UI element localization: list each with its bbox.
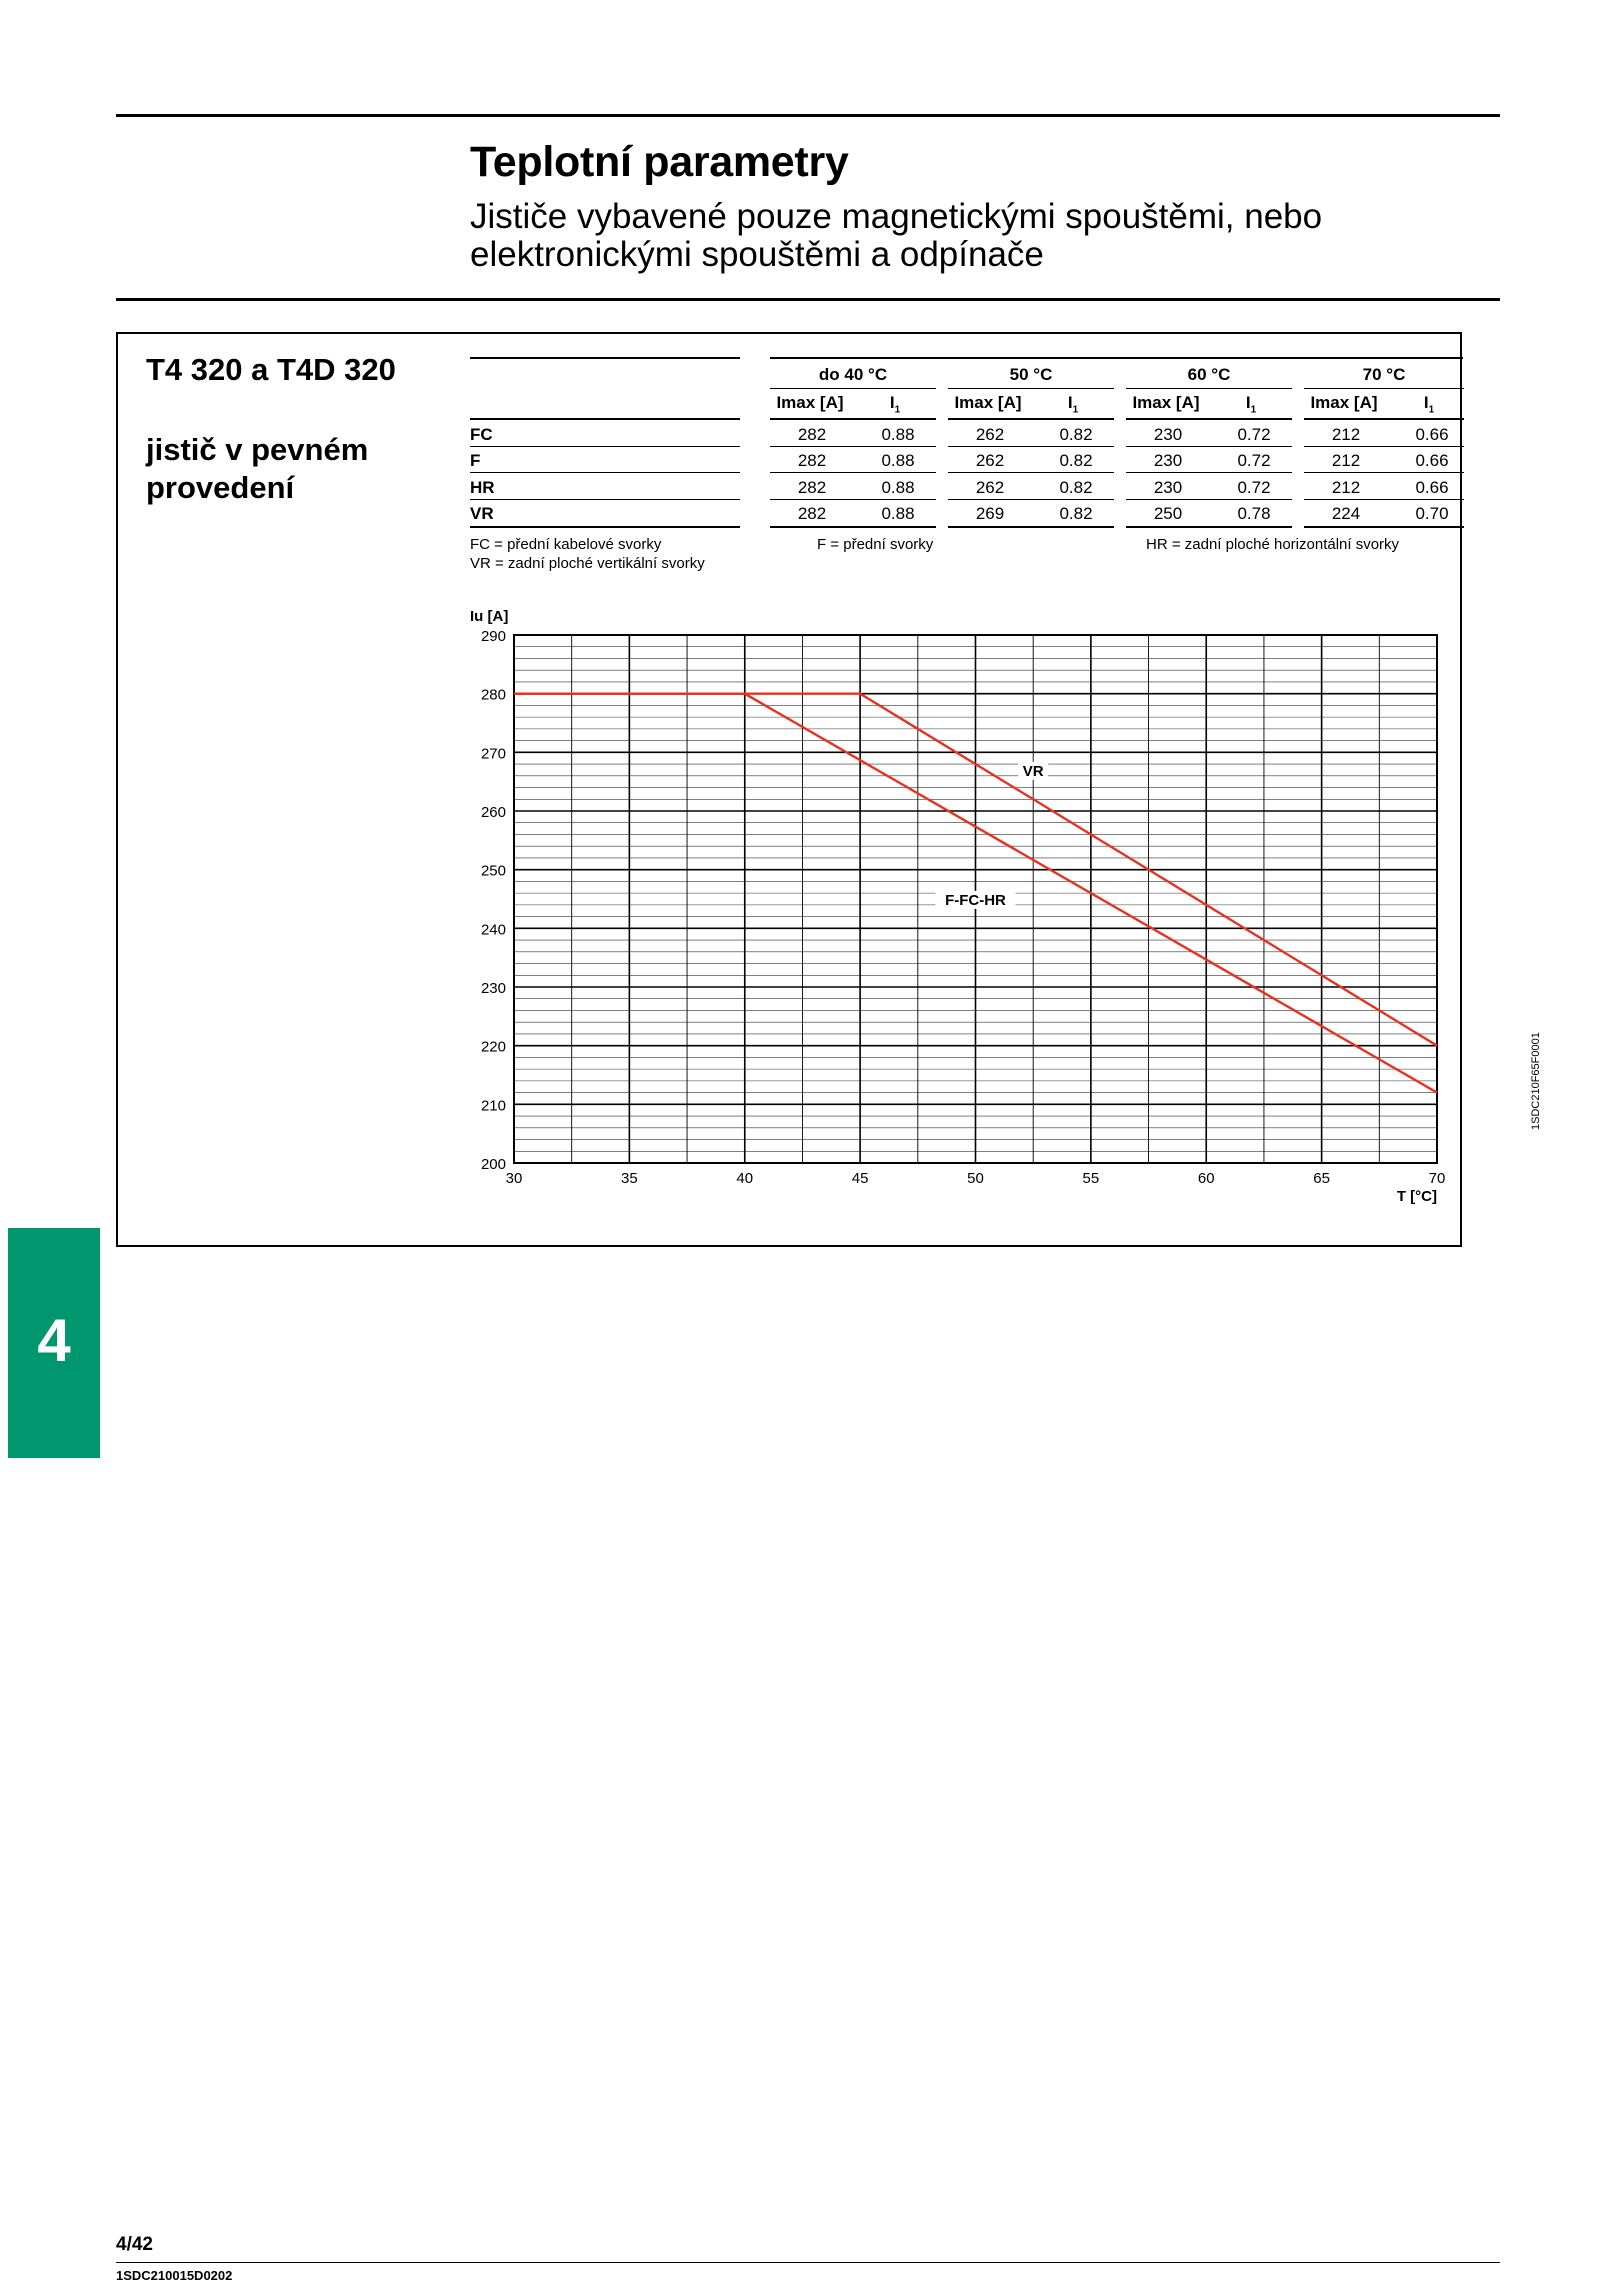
legend-vr: VR = zadní ploché vertikální svorky	[470, 555, 705, 572]
cell-imax: 269	[975, 504, 1005, 523]
cell-i1: 0.72	[1237, 451, 1271, 470]
cell-i1: 0.70	[1415, 504, 1449, 523]
top-rule	[116, 114, 1500, 117]
row-label: HR	[470, 478, 495, 497]
y-tick-label: 210	[480, 1097, 506, 1115]
x-tick-label: 70	[1428, 1170, 1446, 1187]
y-tick-label: 270	[480, 745, 506, 763]
col-i1-letter: I	[1067, 393, 1073, 412]
legend-hr: HR = zadní ploché horizontální svorky	[1146, 536, 1400, 553]
cell-i1: 0.82	[1059, 451, 1093, 470]
row-rule	[1304, 499, 1464, 500]
legend-fc: FC = přední kabelové svorky	[470, 536, 662, 553]
y-tick-label: 250	[480, 862, 506, 880]
row-label: F	[470, 451, 481, 470]
cell-imax: 282	[797, 478, 827, 497]
legend-f: F = přední svorky	[817, 536, 934, 553]
legend-left	[470, 535, 705, 573]
group-header-40: do 40 °C	[818, 365, 888, 384]
group-rule	[1304, 388, 1464, 389]
x-tick-label: 60	[1197, 1170, 1215, 1187]
header-rule	[1304, 418, 1464, 420]
group-header-60: 60 °C	[1187, 365, 1231, 384]
derating-chart	[460, 605, 1460, 1215]
group-header-70: 70 °C	[1362, 365, 1406, 384]
y-axis-label: Iu [A]	[470, 608, 509, 625]
header-rule	[470, 418, 740, 420]
cell-i1: 0.66	[1415, 425, 1449, 444]
cell-imax: 282	[797, 425, 827, 444]
y-tick-label: 260	[480, 804, 506, 821]
row-rule	[470, 499, 740, 500]
cell-imax: 250	[1153, 504, 1183, 523]
row-rule	[770, 499, 936, 500]
x-tick-label: 50	[967, 1170, 984, 1187]
table-rule	[470, 357, 740, 359]
col-i1-header	[1404, 393, 1454, 415]
row-rule	[770, 472, 936, 473]
product-desc-line2: provedení	[146, 470, 295, 505]
row-rule	[1126, 526, 1292, 528]
row-rule	[948, 472, 1114, 473]
cell-i1: 0.66	[1415, 451, 1449, 470]
cell-imax: 282	[797, 451, 827, 470]
x-tick-label: 40	[736, 1170, 754, 1187]
row-rule	[1304, 446, 1464, 447]
header-rule	[770, 418, 936, 420]
row-rule	[948, 526, 1114, 528]
row-rule	[948, 499, 1114, 500]
col-imax-header: Imax [A]	[776, 393, 844, 412]
cell-i1: 0.88	[881, 425, 915, 444]
col-i1-header	[1226, 393, 1276, 415]
row-rule	[470, 526, 740, 528]
x-tick-label: 55	[1082, 1170, 1100, 1187]
product-description	[146, 431, 368, 507]
x-axis-label: T [°C]	[1396, 1188, 1437, 1205]
x-tick-label: 30	[505, 1170, 523, 1187]
row-rule	[1126, 446, 1292, 447]
col-i1-letter: I	[1423, 393, 1429, 412]
cell-imax: 230	[1153, 451, 1183, 470]
cell-i1: 0.72	[1237, 478, 1271, 497]
table-rule	[770, 357, 1463, 359]
x-tick-label: 35	[621, 1170, 638, 1187]
col-imax-header: Imax [A]	[1310, 393, 1378, 412]
x-tick-label: 65	[1313, 1170, 1330, 1187]
y-tick-label: 200	[480, 1156, 506, 1173]
row-rule	[1304, 472, 1464, 473]
col-i1-subscript: 1	[894, 404, 901, 416]
cell-i1: 0.88	[881, 504, 915, 523]
x-tick-label: 45	[851, 1170, 869, 1187]
cell-i1: 0.82	[1059, 504, 1093, 523]
row-rule	[470, 446, 740, 447]
header-bottom-rule	[116, 298, 1500, 301]
cell-imax: 262	[975, 451, 1005, 470]
row-rule	[1304, 526, 1464, 528]
row-rule	[770, 526, 936, 528]
cell-i1: 0.66	[1415, 478, 1449, 497]
row-rule	[1126, 472, 1292, 473]
document-code: 1SDC210015D0202	[116, 2268, 233, 2283]
col-imax-header: Imax [A]	[954, 393, 1022, 412]
cell-imax: 212	[1331, 451, 1361, 470]
cell-imax: 230	[1153, 425, 1183, 444]
cell-i1: 0.88	[881, 478, 915, 497]
y-tick-label: 240	[480, 921, 506, 939]
group-header-50: 50 °C	[1009, 365, 1053, 384]
col-i1-header	[870, 393, 920, 415]
row-rule	[1126, 499, 1292, 500]
cell-imax: 230	[1153, 478, 1183, 497]
group-rule	[1126, 388, 1292, 389]
cell-i1: 0.78	[1237, 504, 1271, 523]
y-tick-label: 290	[480, 628, 506, 645]
side-code: 1SDC210F65F0001	[1530, 1032, 1542, 1130]
footer-rule	[116, 2262, 1500, 2263]
row-rule	[470, 472, 740, 473]
col-i1-header	[1048, 393, 1098, 415]
y-tick-label: 280	[480, 686, 506, 704]
row-rule	[770, 446, 936, 447]
product-model: T4 320 a T4D 320	[146, 352, 396, 387]
header-rule	[1126, 418, 1292, 420]
page-subtitle: Jističe vybavené pouze magnetickými spouštěmi, nebo elektronickými spouštěmi a odpínače	[470, 197, 1323, 274]
row-label: VR	[470, 504, 494, 523]
section-tab	[8, 1228, 100, 1458]
cell-imax: 212	[1331, 478, 1361, 497]
row-rule	[948, 446, 1114, 447]
col-i1-letter: I	[1245, 393, 1251, 412]
header-rule	[948, 418, 1114, 420]
section-tab-number: 4	[37, 1307, 71, 1374]
col-i1-subscript: 1	[1250, 404, 1257, 416]
col-i1-letter: I	[889, 393, 895, 412]
col-i1-subscript: 1	[1072, 404, 1079, 416]
cell-i1: 0.82	[1059, 478, 1093, 497]
cell-imax: 262	[975, 425, 1005, 444]
row-label: FC	[470, 425, 493, 444]
group-rule	[948, 388, 1114, 389]
series-label: F-FC-HR	[945, 891, 1006, 909]
page-title: Teplotní parametry	[470, 138, 849, 186]
cell-imax: 212	[1331, 425, 1361, 444]
series-label: VR	[1022, 762, 1044, 780]
y-tick-label: 230	[480, 980, 506, 997]
cell-imax: 282	[797, 504, 827, 523]
cell-i1: 0.72	[1237, 425, 1271, 444]
cell-imax: 224	[1331, 504, 1361, 523]
page-number: 4/42	[116, 2234, 153, 2255]
group-rule	[770, 388, 936, 389]
cell-imax: 262	[975, 478, 1005, 497]
col-imax-header: Imax [A]	[1132, 393, 1200, 412]
cell-i1: 0.88	[881, 451, 915, 470]
cell-i1: 0.82	[1059, 425, 1093, 444]
product-desc-line1: jistič v pevném	[146, 432, 369, 467]
y-tick-label: 220	[480, 1038, 506, 1056]
col-i1-subscript: 1	[1428, 404, 1435, 416]
